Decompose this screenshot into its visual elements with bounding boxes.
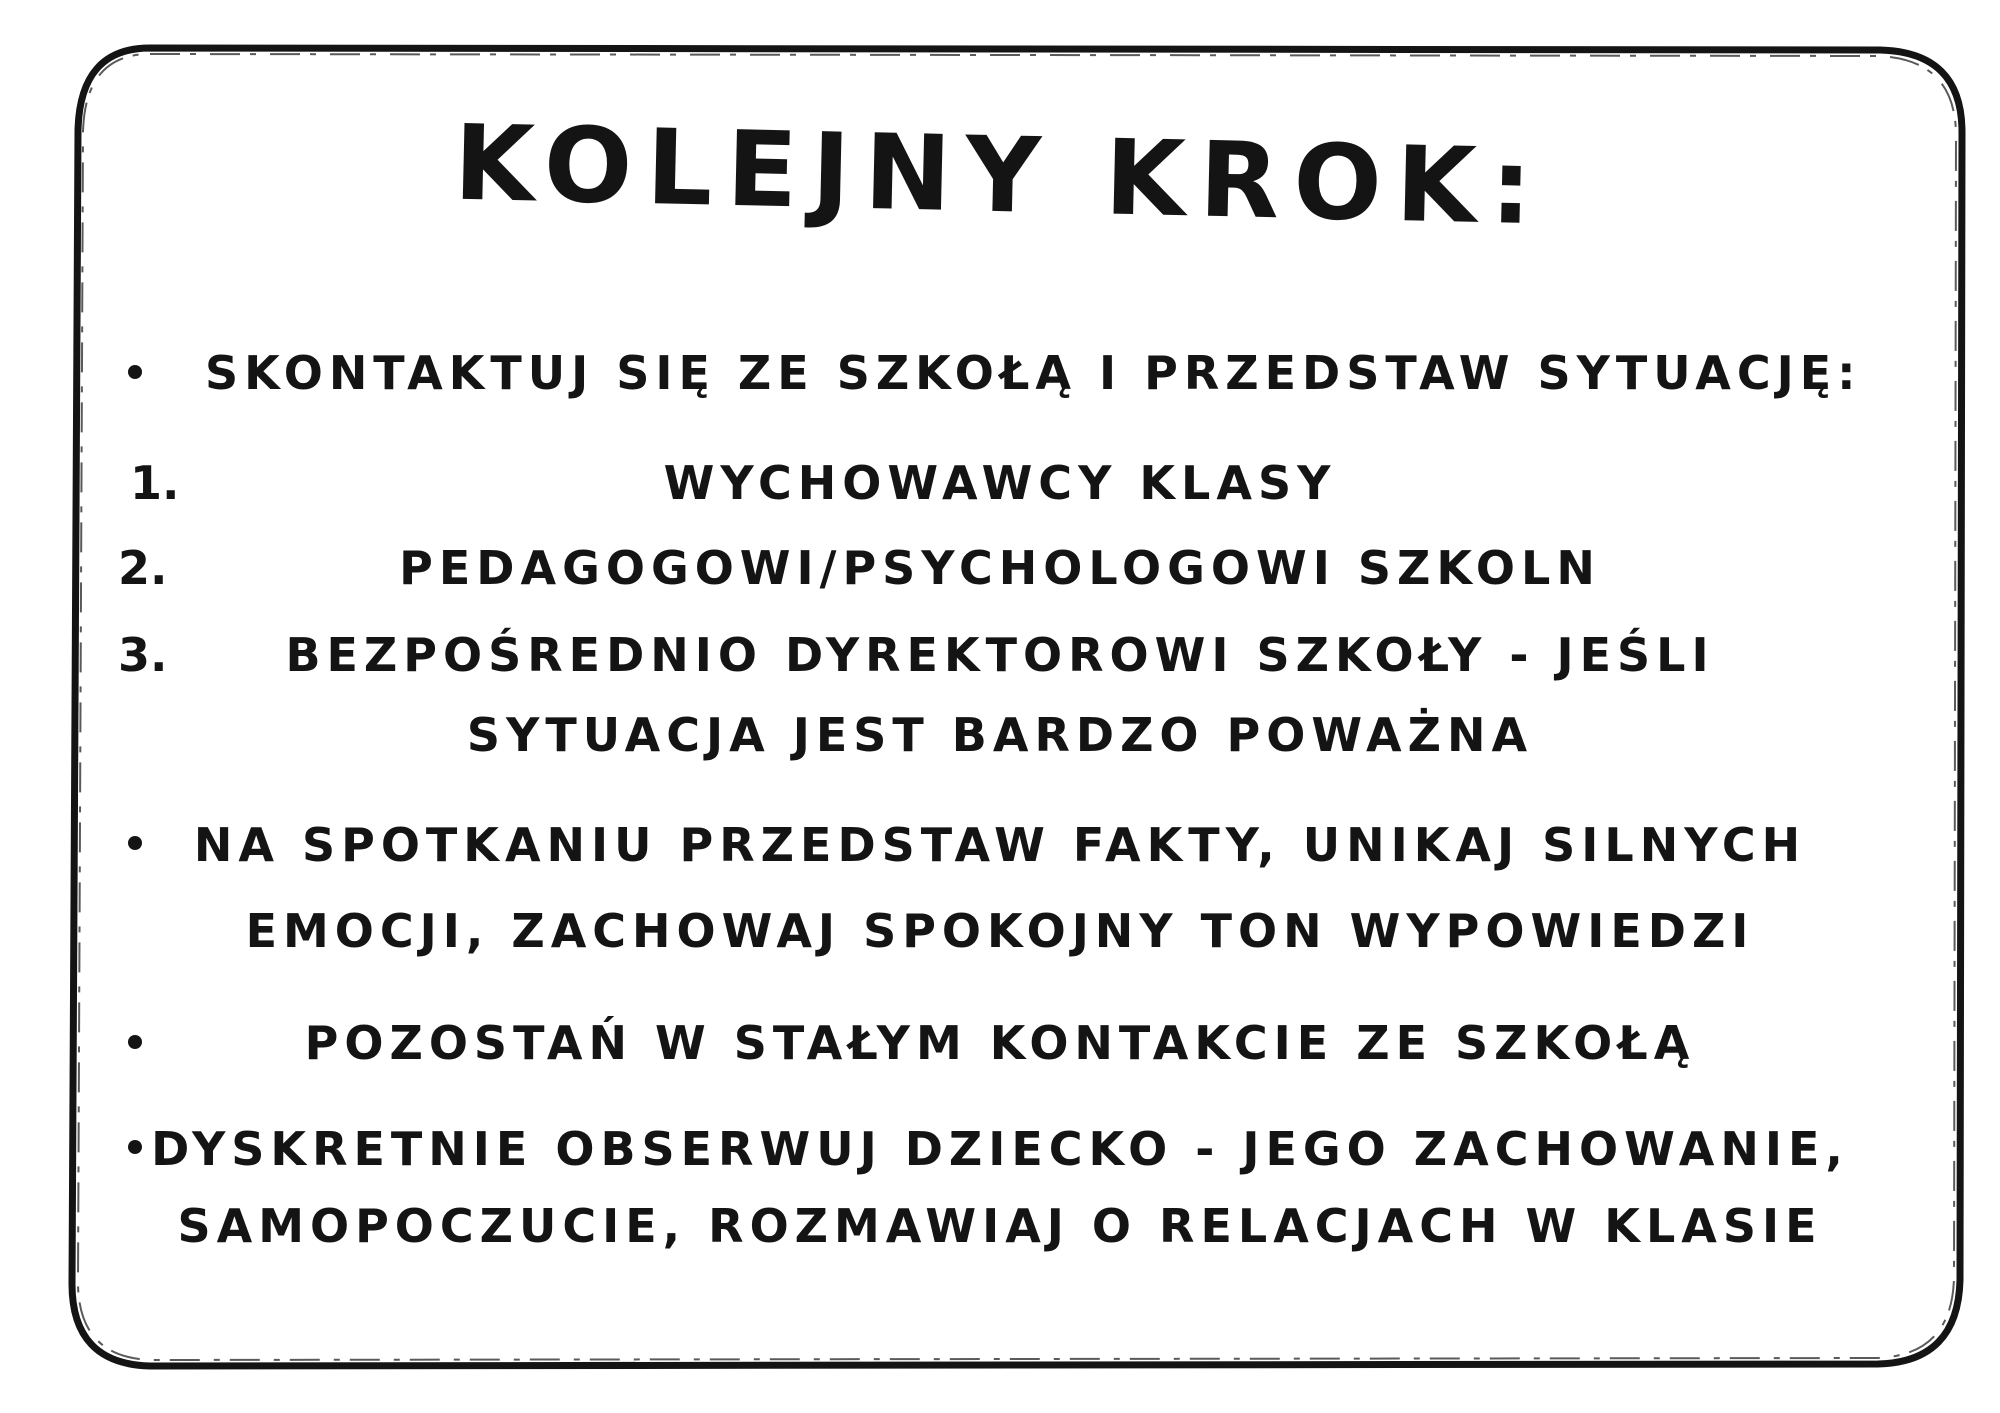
bullet-dot-1 [128, 365, 142, 379]
numbered-1-line-1: WYCHOWAWCY KLASY [663, 456, 1337, 510]
page-title: KOLEJNY KROK: [452, 101, 1548, 249]
number-marker-1: 1. [130, 456, 180, 510]
bullet-4-line-1: DYSKRETNIE OBSERWUJ DZIECKO - JEGO ZACHOWANIE, [151, 1122, 1849, 1176]
bullet-1-line-1: SKONTAKTUJ SIĘ ZE SZKOŁĄ I PRZEDSTAW SYTUACJĘ: [205, 346, 1862, 400]
numbered-3-line-1: BEZPOŚREDNIO DYREKTOROWI SZKOŁY - JEŚLI [285, 628, 1715, 682]
numbered-2-line-1: PEDAGOGOWI/PSYCHOLOGOWI SZKOLN [399, 541, 1601, 595]
number-marker-3: 3. [118, 628, 168, 682]
bullet-2-line-1: NA SPOTKANIU PRZEDSTAW FAKTY, UNIKAJ SILNYCH [193, 818, 1807, 872]
bullet-2-line-2: EMOCJI, ZACHOWAJ SPOKOJNY TON WYPOWIEDZI [245, 904, 1755, 958]
numbered-3-line-2: SYTUACJA JEST BARDZO POWAŻNA [466, 708, 1534, 762]
bullet-4-line-2: SAMOPOCZUCIE, ROZMAWIAJ O RELACJACH W KLASIE [177, 1199, 1823, 1253]
number-marker-2: 2. [118, 541, 168, 595]
bullet-3-line-1: POZOSTAŃ W STAŁYM KONTAKCIE ZE SZKOŁĄ [304, 1016, 1696, 1070]
